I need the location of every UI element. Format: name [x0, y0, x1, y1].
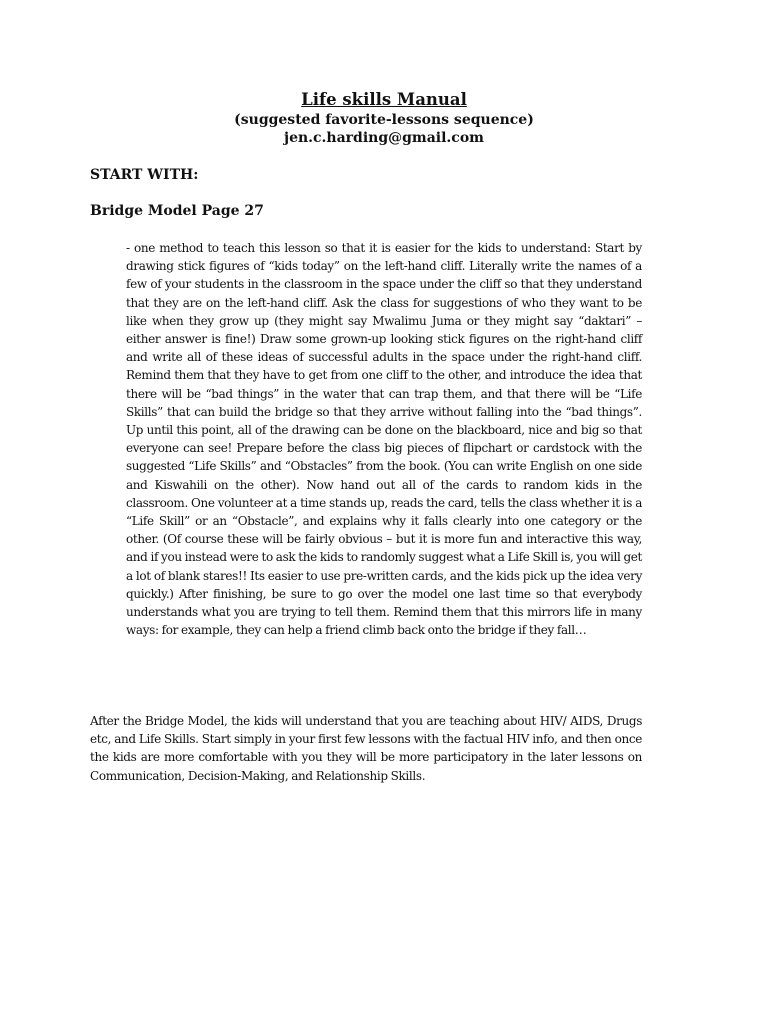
bridge-model-paragraph: - one method to teach this lesson so that it is easier for the kids to understand: Start by drawing stick figures of “kids today” on the left-hand cliff. Literally write the names of a few of your students in the classroom in the space under the cliff so that they understand that they are on the left-hand cliff. Ask the class for suggestions of who they want to be like when they grow up (they might say Mwalimu Juma or they might say “daktari” – either answer is fine!) Draw some grown-up looking stick figures on the right-hand cliff and write all of these ideas of successful adults in the space under the right-hand cliff. Remind them that they have to get from one cliff to the other, and introduce the idea that there will be “bad things” in the water that can trap them, and that there will be “Life Skills” that can build the bridge so that they arrive without falling into the “bad things”. Up until this point, all of the drawing can be done on the blackboard, nice and big so that everyone can see! Prepare before the class big pieces of flipchart or cardstock with the suggested “Life Skills” and “Obstacles” from the book. (You can write English on one side and Kiswahili on the other). Now hand out all of the cards to random kids in the classroom. One volunteer at a time stands up, reads the card, tells the class whether it is a “Life Skill” or an “Obstacle”, and explains why it falls clearly into one category or the other. (Of course these will be fairly obvious – but it is more fun and interactive this way, and if you instead were to ask the kids to randomly suggest what a Life Skill is, you will get a lot of blank stares!! Its easier to use pre-written cards, and the kids pick up the idea very quickly.) After finishing, be sure to go over the model one last time so that everybody understands what you are trying to tell them. Remind them that this mirrors life in many ways: for example, they can help a friend climb back onto the bridge if they fall… [126, 241, 642, 638]
after-bridge-paragraph: After the Bridge Model, the kids will understand that you are teaching about HIV/ AIDS, Drugs etc, and Life Skills. Start simply in your first few lessons with the factual HIV info, and then once the kids are more comfortable with you they will be more participatory in the later lessons on Communication, Decision-Making, and Relationship Skills. [90, 714, 642, 783]
start-with-label: START WITH: [90, 167, 199, 183]
document-title: Life skills Manual [301, 90, 467, 109]
author-email: jen.c.harding@gmail.com [284, 130, 484, 146]
document-subtitle: (suggested favorite-lessons sequence) [234, 112, 534, 128]
section-heading-bridge-model: Bridge Model Page 27 [90, 203, 264, 219]
